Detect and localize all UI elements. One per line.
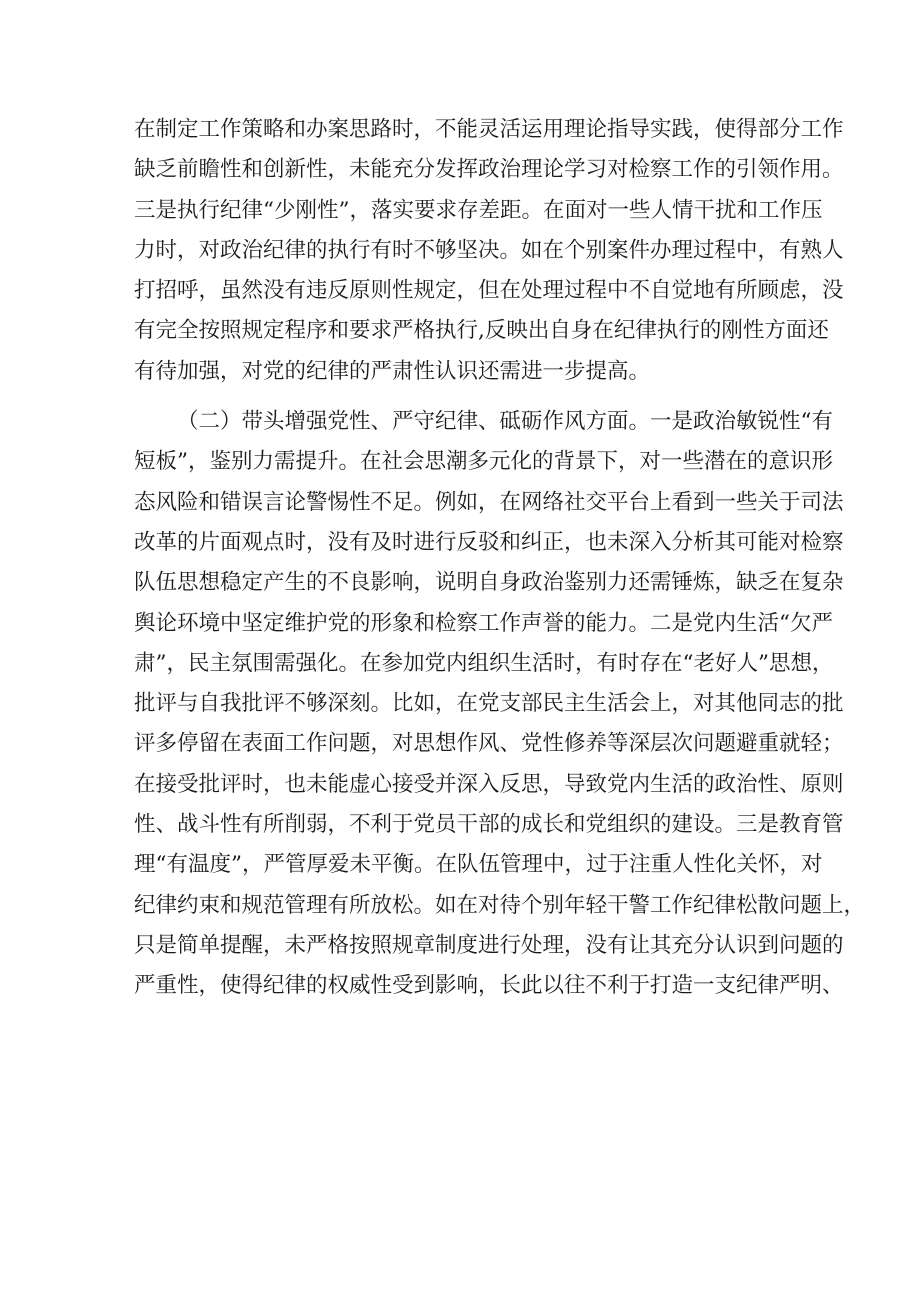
document-body (134, 110, 866, 1007)
paragraph-line: 打招呼，虽然没有违反原则性规定，但在处理过程中不自觉地有所顾虑，没 (134, 278, 844, 304)
paragraph-line: 队伍思想稳定产生的不良影响，说明自身政治鉴别力还需锤炼，缺乏在复杂 (134, 570, 844, 596)
paragraph-line: （二）带头增强党性、严守纪律、砥砺作风方面。一是政治敏锐性“有 (177, 409, 833, 435)
paragraph-line: 评多停留在表面工作问题，对思想作风、党性修养等深层次问题避重就轻； (134, 731, 844, 757)
paragraph-line: 舆论环境中坚定维护党的形象和检察工作声誉的能力。二是党内生活“欠严 (134, 610, 833, 636)
paragraph-line: 缺乏前瞻性和创新性，未能充分发挥政治理论学习对检察工作的引领作用。 (134, 157, 844, 183)
paragraph-line: 只是简单提醒，未严格按照规章制度进行处理，没有让其充分认识到问题的 (134, 932, 844, 958)
paragraph-line: 批评与自我批评不够深刻。比如，在党支部民主生活会上，对其他同志的批 (134, 691, 844, 717)
paragraph-line: 短板”，鉴别力需提升。在社会思潮多元化的背景下，对一些潜在的意识形 (134, 449, 833, 475)
paragraph-line: 在接受批评时，也未能虚心接受并深入反思，导致党内生活的政治性、原则 (134, 771, 844, 797)
paragraph-line: 三是执行纪律“少刚性”，落实要求存差距。在面对一些人情干扰和工作压 (134, 197, 823, 223)
paragraph-2 (134, 402, 866, 1006)
paragraph-gap (134, 392, 794, 402)
paragraph-line: 严重性，使得纪律的权威性受到影响，长此以往不利于打造一支纪律严明、 (134, 973, 844, 999)
paragraph-line: 态风险和错误言论警惕性不足。例如，在网络社交平台上看到一些关于司法 (134, 489, 844, 515)
paragraph-line: 力时，对政治纪律的执行有时不够坚决。如在个别案件办理过程中，有熟人 (134, 237, 844, 263)
paragraph-1 (134, 110, 844, 392)
paragraph-line: 性、战斗性有所削弱，不利于党员干部的成长和党组织的建设。三是教育管 (134, 812, 844, 838)
paragraph-line: 有完全按照规定程序和要求严格执行,反映出自身在纪律执行的刚性方面还 (134, 318, 829, 344)
paragraph-line: 改革的片面观点时，没有及时进行反驳和纠正，也未深入分析其可能对检察 (134, 529, 844, 555)
paragraph-line: 肃”，民主氛围需强化。在参加党内组织生活时，有时存在“老好人”思想， (134, 650, 834, 676)
paragraph-line: 纪律约束和规范管理有所放松。如在对待个别年轻干警工作纪律松散问题上， (134, 892, 866, 918)
paragraph-line: 理“有温度”，严管厚爱未平衡。在队伍管理中，过于注重人性化关怀，对 (134, 852, 823, 878)
paragraph-line: 在制定工作策略和办案思路时，不能灵活运用理论指导实践，使得部分工作 (134, 117, 844, 142)
paragraph-line: 有待加强，对党的纪律的严肃性认识还需进一步提高。 (134, 358, 651, 384)
